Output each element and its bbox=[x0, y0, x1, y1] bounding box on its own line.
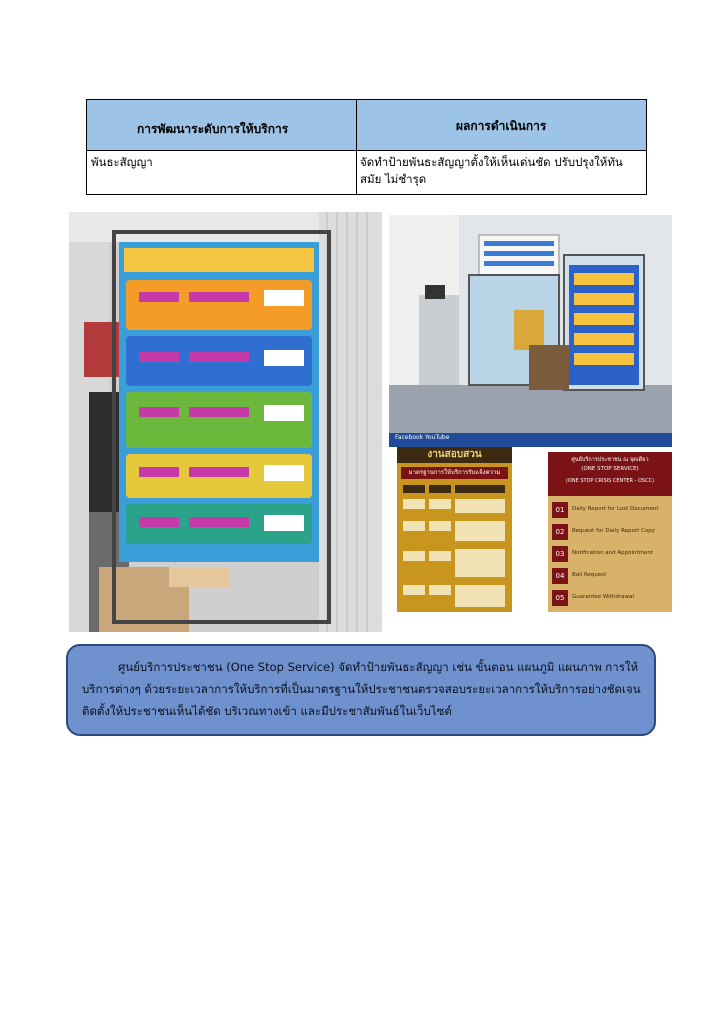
bookmark-facebook: Facebook bbox=[395, 434, 424, 441]
oss-title-3: (ONE STOP CRISIS CENTER - OSCC) bbox=[565, 478, 655, 484]
oss-item-5: Guarantee Withdrawal bbox=[572, 594, 634, 600]
oss-number-3: 03 bbox=[552, 546, 568, 562]
investigation-subtitle: มาตรฐานการให้บริการรับแจ้งความ bbox=[401, 467, 508, 479]
oss-number-4: 04 bbox=[552, 568, 568, 584]
oss-number-1: 01 bbox=[552, 502, 568, 518]
summary-callout bbox=[66, 644, 656, 736]
browser-bookmarks-bar bbox=[389, 433, 672, 447]
oss-item-2: Request for Daily Report Copy bbox=[572, 528, 655, 534]
cell-commitment: พันธะสัญญา bbox=[91, 155, 153, 169]
photo-investigation-standard bbox=[397, 447, 512, 612]
oss-number-5: 05 bbox=[552, 590, 568, 606]
table-header-row bbox=[87, 100, 646, 151]
photo-one-stop-service bbox=[548, 452, 672, 612]
table-divider bbox=[356, 100, 357, 194]
oss-number-2: 02 bbox=[552, 524, 568, 540]
summary-text: ศูนย์บริการประชาชน (One Stop Service) จัดทำป้ายพันธะสัญญา เช่น ขั้นตอน แผนภูมิ แผนภาพ การให้บริการต่างๆ ด้วยระยะเวลาการให้บริการที่เป็นมาตรฐานให้ประชาชนตรวจสอบระยะเวลาการให้บริการอย่างชัดเจน ติดตั้งให้ประชาชนเห็นได้ชัด บริเวณทางเข้า และมีประชาสัมพันธ์ในเว็บไซต์ bbox=[82, 660, 641, 718]
oss-item-1: Daily Report for Lost Document bbox=[572, 506, 659, 512]
cell-commitment-result: จัดทำป้ายพันธะสัญญาตั้งให้เห็นเด่นชัด ปรับปรุงให้ทันสมัย ไม่ชำรุด bbox=[360, 155, 623, 186]
bookmark-youtube: YouTube bbox=[425, 434, 450, 441]
oss-item-4: Bail Request bbox=[572, 572, 607, 578]
results-table bbox=[86, 99, 647, 195]
header-results: ผลการดำเนินการ bbox=[456, 119, 547, 133]
oss-list bbox=[548, 496, 672, 612]
table-row bbox=[87, 151, 646, 195]
oss-title-2: (ONE STOP SERVICE) bbox=[581, 466, 639, 472]
photo-service-board bbox=[69, 212, 382, 632]
oss-title-1: ศูนย์บริการประชาชน ณ จุดเดียว bbox=[571, 457, 649, 463]
investigation-title: งานสอบสวน bbox=[397, 447, 512, 463]
oss-header bbox=[548, 452, 672, 496]
oss-item-3: Notification and Appointment bbox=[572, 550, 654, 556]
photo-service-center bbox=[389, 215, 672, 433]
header-service-level: การพัฒนาระดับการให้บริการ bbox=[137, 122, 289, 136]
